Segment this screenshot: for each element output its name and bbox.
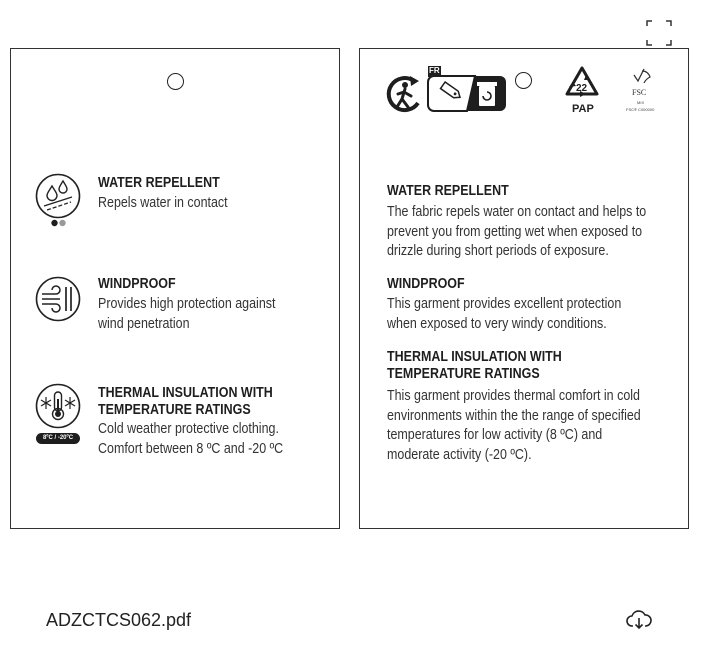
feature-title: THERMAL INSULATION WITH TEMPERATURE RATINGS <box>98 385 273 418</box>
section-title: WINDPROOF <box>387 276 465 292</box>
cloud-download-icon[interactable] <box>626 609 652 631</box>
section-body: This garment provides thermal comfort in cold environments within the the range of specified temperatures for low activity (8 ºC) and moderate activity (-20 ºC). <box>387 388 641 463</box>
feature-title: WINDPROOF <box>98 276 176 292</box>
hang-tag-front <box>10 48 340 529</box>
wind-icon <box>35 276 81 322</box>
info-tri-logo <box>427 65 507 113</box>
section-title: WATER REPELLENT <box>387 183 509 199</box>
fsc-tree-icon <box>630 67 654 87</box>
feature-description: Cold weather protective clothing. Comfort between 8 ºC and -20 ºC <box>98 421 284 457</box>
fr-label: FR <box>429 66 440 75</box>
feature-description: Provides high protection against wind penetration <box>98 296 276 332</box>
section-body: The fabric repels water on contact and helps to prevent you from getting wet when exposed to drizzle during short periods of exposure. <box>387 204 647 259</box>
fsc-label: FSC <box>632 88 647 97</box>
pap-number: 22 <box>576 83 588 94</box>
feature-water-repellent <box>35 173 335 233</box>
hang-hole <box>167 73 184 90</box>
feature-title: WATER REPELLENT <box>98 175 220 191</box>
triman-recycling-icon <box>384 73 426 115</box>
section-body: This garment provides excellent protection when exposed to very windy conditions. <box>387 296 622 332</box>
temperature-badge: 8ºC / -20ºC <box>36 433 80 444</box>
feature-thermal-insulation <box>35 383 335 463</box>
hang-hole <box>515 72 532 89</box>
fsc-code: FSC® C000000 <box>626 107 655 112</box>
water-drops-icon <box>35 173 81 233</box>
hang-tag-back <box>359 48 689 529</box>
fullscreen-icon[interactable] <box>646 20 672 46</box>
feature-windproof <box>35 276 335 332</box>
fsc-mix: MIX <box>637 100 645 105</box>
file-name: ADZCTCS062.pdf <box>46 610 192 630</box>
feature-description: Repels water in contact <box>98 195 228 211</box>
thermometer-snowflake-icon <box>35 383 81 439</box>
pap-label: PAP <box>572 103 594 115</box>
section-title: THERMAL INSULATION WITH TEMPERATURE RATINGS <box>387 349 562 382</box>
